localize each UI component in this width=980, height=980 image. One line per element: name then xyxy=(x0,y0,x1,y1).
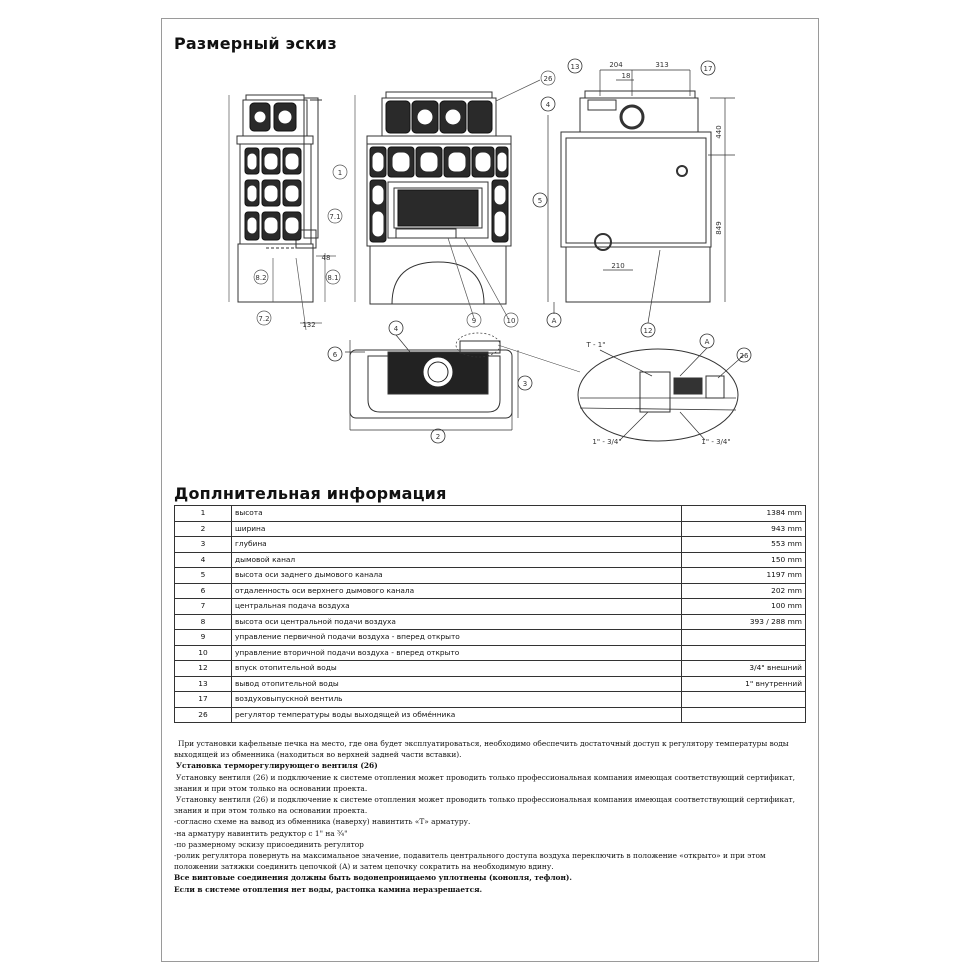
spec-desc-cell: воздуховыпускной вентиль xyxy=(232,692,682,708)
spec-val-cell xyxy=(682,692,806,708)
spec-val-cell xyxy=(682,645,806,661)
note-warning: Если в системе отопления нет воды, растопка камина неразрешается. xyxy=(174,884,483,894)
callout-2: 2 xyxy=(435,433,441,441)
spec-desc-cell: регулятор температуры воды выходящей из обме́нника xyxy=(232,707,682,723)
spec-num-cell: 13 xyxy=(175,676,232,692)
dim-18: 18 xyxy=(621,72,631,80)
callout-8-1: 8.1 xyxy=(327,274,339,282)
spec-desc-cell: отдаленность оси верхнего дымового канала xyxy=(232,583,682,599)
spec-desc-cell: центральная подача воздуха xyxy=(232,599,682,615)
dim-204: 204 xyxy=(609,61,623,69)
spec-row xyxy=(175,630,806,646)
callout-7-2: 7.2 xyxy=(258,315,270,323)
spec-row xyxy=(175,692,806,708)
note-step: -по размерному эскизу присоединить регулятор xyxy=(174,839,364,849)
spec-num-cell: 6 xyxy=(175,583,232,599)
spec-desc-cell: высота xyxy=(232,506,682,522)
spec-desc-cell: управление вторичной подачи воздуха - вперед открыто xyxy=(232,645,682,661)
detail-view-drawing xyxy=(578,334,751,441)
note-warning: Все винтовые соединения должны быть водонепроницаемо уплотнены (конопля, тефлон). xyxy=(174,873,572,883)
note-paragraph: Установку вентиля (26) и подключение к системе отопления может проводить только профессиональная компания имеющая соответствующий сертификат, знания и при этом только на основании проекта. xyxy=(174,772,795,793)
spec-row xyxy=(175,614,806,630)
callout-5: 5 xyxy=(537,197,543,205)
spec-num-cell: 12 xyxy=(175,661,232,677)
spec-row xyxy=(175,506,806,522)
spec-desc-cell: управление первичной подачи воздуха - вперед открыто xyxy=(232,630,682,646)
spec-val-cell xyxy=(682,630,806,646)
spec-val-cell: 1" внутренний xyxy=(682,676,806,692)
spec-num-cell: 26 xyxy=(175,707,232,723)
spec-val-cell: 1197 mm xyxy=(682,568,806,584)
spec-num-cell: 9 xyxy=(175,630,232,646)
spec-num-cell: 4 xyxy=(175,552,232,568)
callout-a-detail: A xyxy=(704,338,710,346)
dim-t-1: T - 1" xyxy=(586,341,606,349)
dim-48: 48 xyxy=(321,254,331,262)
spec-num-cell: 7 xyxy=(175,599,232,615)
spec-row xyxy=(175,583,806,599)
rear-view-drawing xyxy=(533,59,735,337)
installation-notes xyxy=(174,738,806,895)
spec-val-cell: 1384 mm xyxy=(682,506,806,522)
callout-1: 1 xyxy=(337,169,343,177)
callout-13: 13 xyxy=(570,63,580,71)
spec-num-cell: 17 xyxy=(175,692,232,708)
spec-desc-cell: впуск отопительной воды xyxy=(232,661,682,677)
dim-132: 132 xyxy=(302,321,316,329)
dim-313: 313 xyxy=(655,61,669,69)
dim-1-3-4-left: 1" - 3/4" xyxy=(592,438,622,446)
callout-7-1: 7.1 xyxy=(329,213,341,221)
dim-440: 440 xyxy=(715,125,723,139)
spec-num-cell: 5 xyxy=(175,568,232,584)
spec-table xyxy=(174,505,806,723)
spec-desc-cell: высота оси заднего дымового канала xyxy=(232,568,682,584)
spec-num-cell: 8 xyxy=(175,614,232,630)
dim-210: 210 xyxy=(611,262,625,270)
callout-4: 4 xyxy=(545,101,551,109)
spec-desc-cell: глубина xyxy=(232,537,682,553)
spec-row xyxy=(175,568,806,584)
spec-val-cell: 553 mm xyxy=(682,537,806,553)
spec-val-cell: 3/4" внешний xyxy=(682,661,806,677)
spec-desc-cell: ширина xyxy=(232,521,682,537)
callout-6: 6 xyxy=(332,351,338,359)
note-paragraph: При установки кафельные печка на место, где она будет эксплуатироваться, необходимо обеспечить достаточный доступ к регулятору температуры воды выходящей из обменника (находиться во верхней задней части вставки). xyxy=(174,739,789,760)
callout-3: 3 xyxy=(522,380,528,388)
section-title-info: Доплнительная информация xyxy=(174,484,447,503)
dim-1-3-4-right: 1" - 3/4" xyxy=(701,438,731,446)
note-step: -на арматуру навинтить редуктор с 1" на ¾" xyxy=(174,828,348,838)
callout-26: 26 xyxy=(543,75,553,83)
spec-row xyxy=(175,645,806,661)
callout-9: 9 xyxy=(471,317,477,325)
spec-row xyxy=(175,676,806,692)
callout-4-top: 4 xyxy=(393,325,399,333)
spec-val-cell: 150 mm xyxy=(682,552,806,568)
dim-849: 849 xyxy=(715,221,723,235)
note-step: -согласно схеме на вывод из обменника (наверху) навинтить «T» арматуру. xyxy=(174,817,471,827)
note-paragraph: Установку вентиля (26) и подключение к системе отопления может проводить только профессиональная компания имеющая соответствующий сертификат, знания и при этом только на основании проекта. xyxy=(174,795,795,816)
spec-val-cell: 202 mm xyxy=(682,583,806,599)
spec-num-cell: 2 xyxy=(175,521,232,537)
callout-a: A xyxy=(551,317,557,325)
spec-row xyxy=(175,707,806,723)
spec-val-cell xyxy=(682,707,806,723)
spec-val-cell: 943 mm xyxy=(682,521,806,537)
note-heading: Установка терморегулирующего вентиля (26) xyxy=(176,761,378,771)
spec-desc-cell: высота оси центральной подачи воздуха xyxy=(232,614,682,630)
spec-num-cell: 3 xyxy=(175,537,232,553)
spec-row xyxy=(175,537,806,553)
spec-row xyxy=(175,661,806,677)
spec-row xyxy=(175,552,806,568)
spec-row xyxy=(175,521,806,537)
callout-12: 12 xyxy=(643,327,653,335)
spec-row xyxy=(175,599,806,615)
spec-val-cell: 100 mm xyxy=(682,599,806,615)
callout-8-2: 8.2 xyxy=(255,274,267,282)
top-view-drawing xyxy=(328,321,580,443)
spec-val-cell: 393 / 288 mm xyxy=(682,614,806,630)
spec-desc-cell: дымовой канал xyxy=(232,552,682,568)
spec-num-cell: 1 xyxy=(175,506,232,522)
callout-17: 17 xyxy=(703,65,713,73)
section-title-sketch: Размерный эскиз xyxy=(174,34,337,53)
spec-desc-cell: вывод отопительной воды xyxy=(232,676,682,692)
callout-10: 10 xyxy=(506,317,516,325)
callout-26-detail: 26 xyxy=(739,352,749,360)
spec-num-cell: 10 xyxy=(175,645,232,661)
note-step: -ролик регулятора повернуть на максимальное значение, подавитель центрального доступа воздуха переключить в положение «открыто» и при этом положении затяжки соединить цепочкой (A) и затем цепочку сократить на необходимую вдину. xyxy=(174,851,766,872)
